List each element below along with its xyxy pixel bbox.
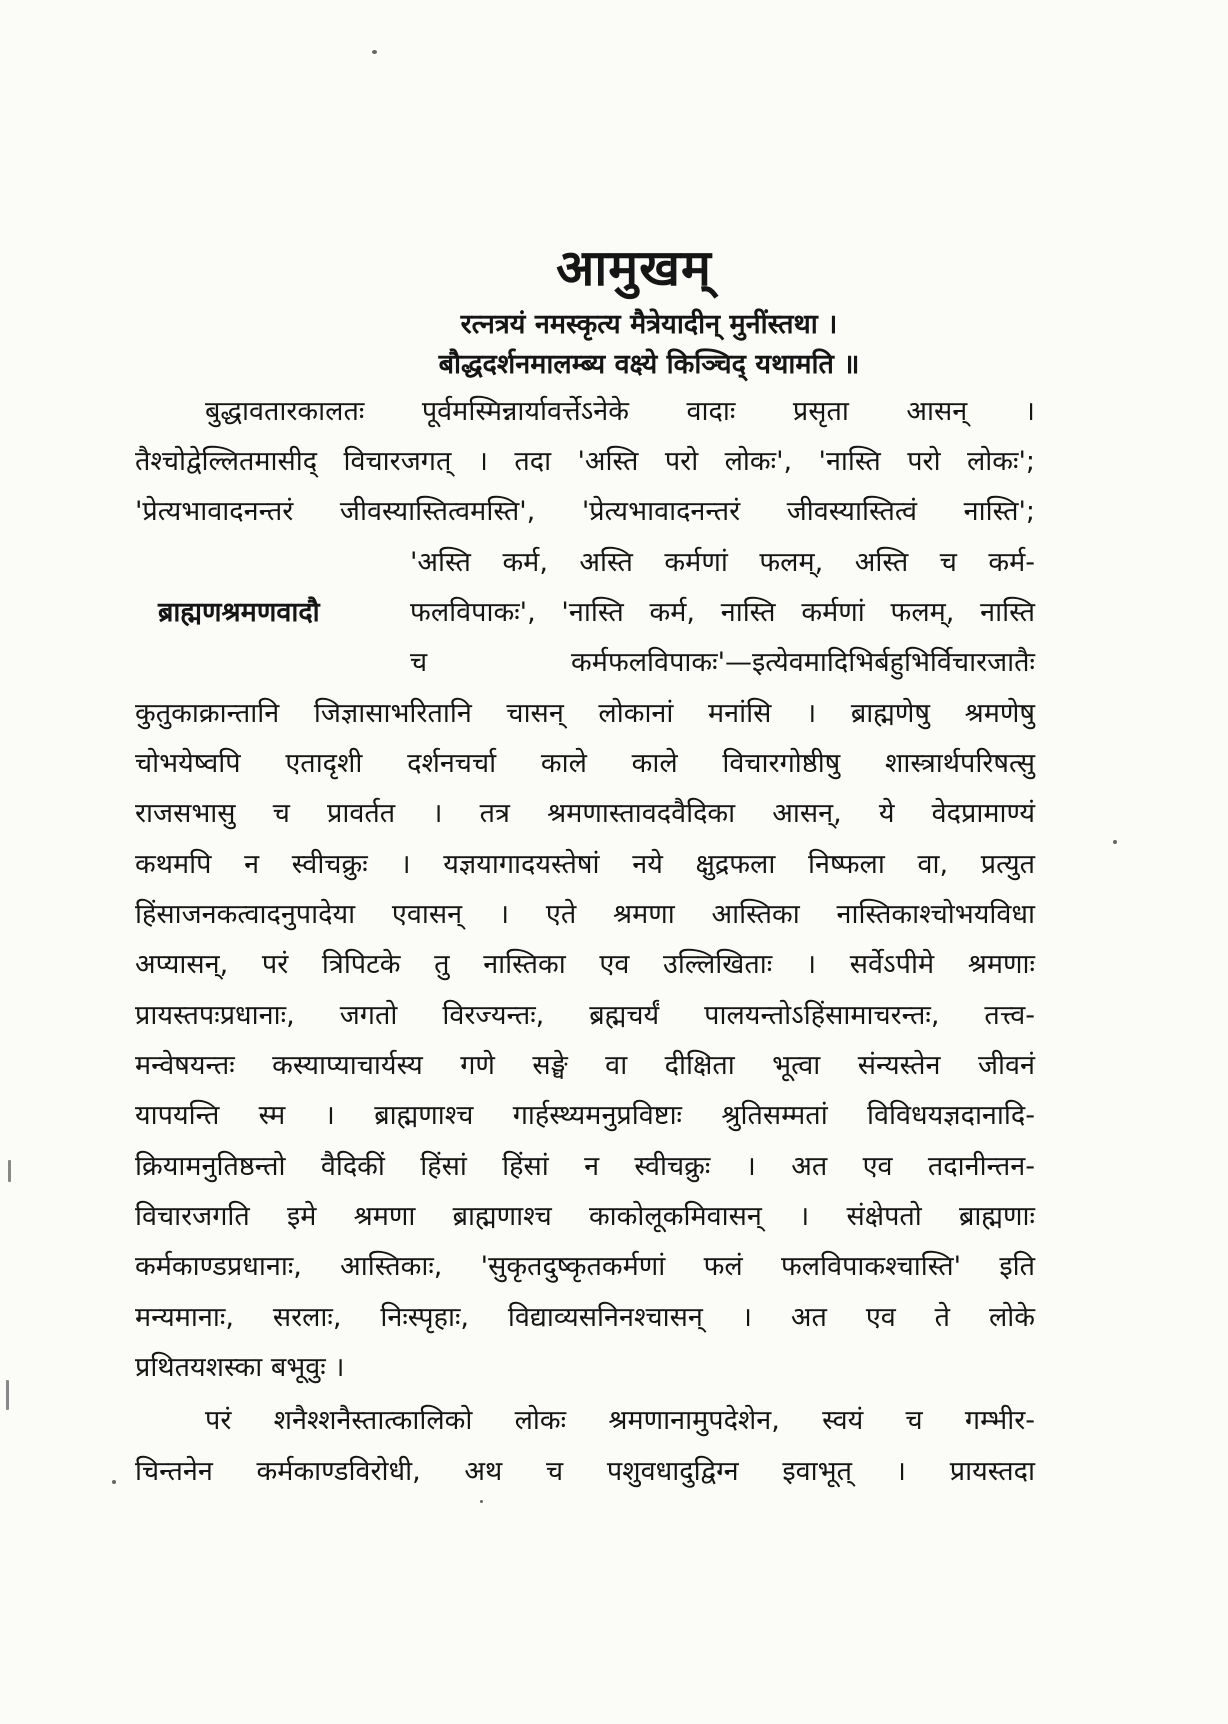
verse-line-2: बौद्धदर्शनमालम्ब्य वक्ष्ये किञ्चिद् यथामति ॥ xyxy=(438,349,860,380)
paragraph-line: अप्यासन्, परं त्रिपिटके तु नास्तिका एव उल्लिखिताः । सर्वेऽपीमे श्रमणाः xyxy=(135,949,1035,980)
paragraph-line: 'अस्ति कर्म, अस्ति कर्मणां फलम्, अस्ति च कर्म- xyxy=(410,547,1035,578)
paragraph-line: क्रियामनुतिष्ठन्तो वैदिकीं हिंसां हिंसां न स्वीचक्रुः । अत एव तदानीन्तन- xyxy=(135,1151,1035,1182)
paragraph-line: यापयन्ति स्म । ब्राह्मणाश्च गार्हस्थ्यमनुप्रविष्टाः श्रुतिसम्मतां विविधयज्ञदानादि- xyxy=(135,1100,1035,1131)
scan-speck xyxy=(480,1500,483,1503)
paragraph-line: मन्यमानाः, सरलाः, निःस्पृहाः, विद्याव्यसनिनश्चासन् । अत एव ते लोके xyxy=(135,1302,1035,1333)
scan-edge-mark xyxy=(8,1160,11,1182)
verse-line-1: रत्नत्रयं नमस्कृत्य मैत्रेयादीन् मुनींस्तथा । xyxy=(460,309,838,340)
paragraph-line: मन्वेषयन्तः कस्याप्याचार्यस्य गणे सङ्घे वा दीक्षिता भूत्वा संन्यस्तेन जीवनं xyxy=(135,1050,1035,1081)
paragraph-line: फलविपाकः', 'नास्ति कर्म, नास्ति कर्मणां फलम्, नास्ति xyxy=(410,597,1035,628)
paragraph-line: कर्मकाण्डप्रधानाः, आस्तिकाः, 'सुकृतदुष्कृतकर्मणां फलं फलविपाकश्चास्ति' इति xyxy=(135,1251,1035,1282)
paragraph-line: कथमपि न स्वीचक्रुः । यज्ञयागादयस्तेषां नये क्षुद्रफला निष्फला वा, प्रत्युत xyxy=(135,849,1035,880)
paragraph-line: तैश्चोद्वेल्लितमासीद् विचारजगत् । तदा 'अस्ति परो लोकः', 'नास्ति परो लोकः'; xyxy=(135,446,1035,477)
paragraph-line: कुतुकाक्रान्तानि जिज्ञासाभरितानि चासन् लोकानां मनांसि । ब्राह्मणेषु श्रमणेषु xyxy=(135,698,1035,729)
scan-edge-mark xyxy=(6,1380,9,1410)
paragraph-line: विचारजगति इमे श्रमणा ब्राह्मणाश्च काकोलूकमिवासन् । संक्षेपतो ब्राह्मणाः xyxy=(135,1201,1035,1232)
scan-speck xyxy=(1113,840,1117,844)
paragraph-line: प्रायस्तपःप्रधानाः, जगतो विरज्यन्तः, ब्रह्मचर्यं पालयन्तोऽहिंसामाचरन्तः, तत्त्व- xyxy=(135,1000,1035,1031)
paragraph-line: चोभयेष्वपि एतादृशी दर्शनचर्चा काले काले विचारगोष्ठीषु शास्त्रार्थपरिषत्सु xyxy=(135,748,1035,779)
paragraph-line: प्रथितयशस्का बभूवुः । xyxy=(135,1352,345,1383)
paragraph-line: हिंसाजनकत्वादनुपादेया एवासन् । एते श्रमणा आस्तिका नास्तिकाश्चोभयविधा xyxy=(135,899,1035,930)
paragraph-line: बुद्धावतारकालतः पूर्वमस्मिन्नार्यावर्त्तेऽनेके वादाः प्रसृता आसन् । xyxy=(205,396,1035,427)
paragraph-line: राजसभासु च प्रावर्तत । तत्र श्रमणास्तावदवैदिका आसन्, ये वेदप्रामाण्यं xyxy=(135,798,1035,829)
paragraph-line: 'प्रेत्यभावादनन्तरं जीवस्यास्तित्वमस्ति', 'प्रेत्यभावादनन्तरं जीवस्यास्तित्वं नास्ति'; xyxy=(135,496,1035,527)
scan-speck xyxy=(112,1480,116,1484)
paragraph-line: च कर्मफलविपाकः'—इत्येवमादिभिर्बहुभिर्विचारजातैः xyxy=(410,647,1035,678)
paragraph-line: चिन्तनेन कर्मकाण्डविरोधी, अथ च पशुवधादुद्विग्न इवाभूत् । प्रायस्तदा xyxy=(135,1456,1035,1487)
paragraph-line: परं शनैश्शनैस्तात्कालिको लोकः श्रमणानामुपदेशेन, स्वयं च गम्भीर- xyxy=(205,1405,1035,1436)
scan-speck xyxy=(372,50,377,54)
page-title: आमुखम् xyxy=(556,239,712,297)
margin-note: ब्राह्मणश्रमणवादौ xyxy=(158,597,320,628)
